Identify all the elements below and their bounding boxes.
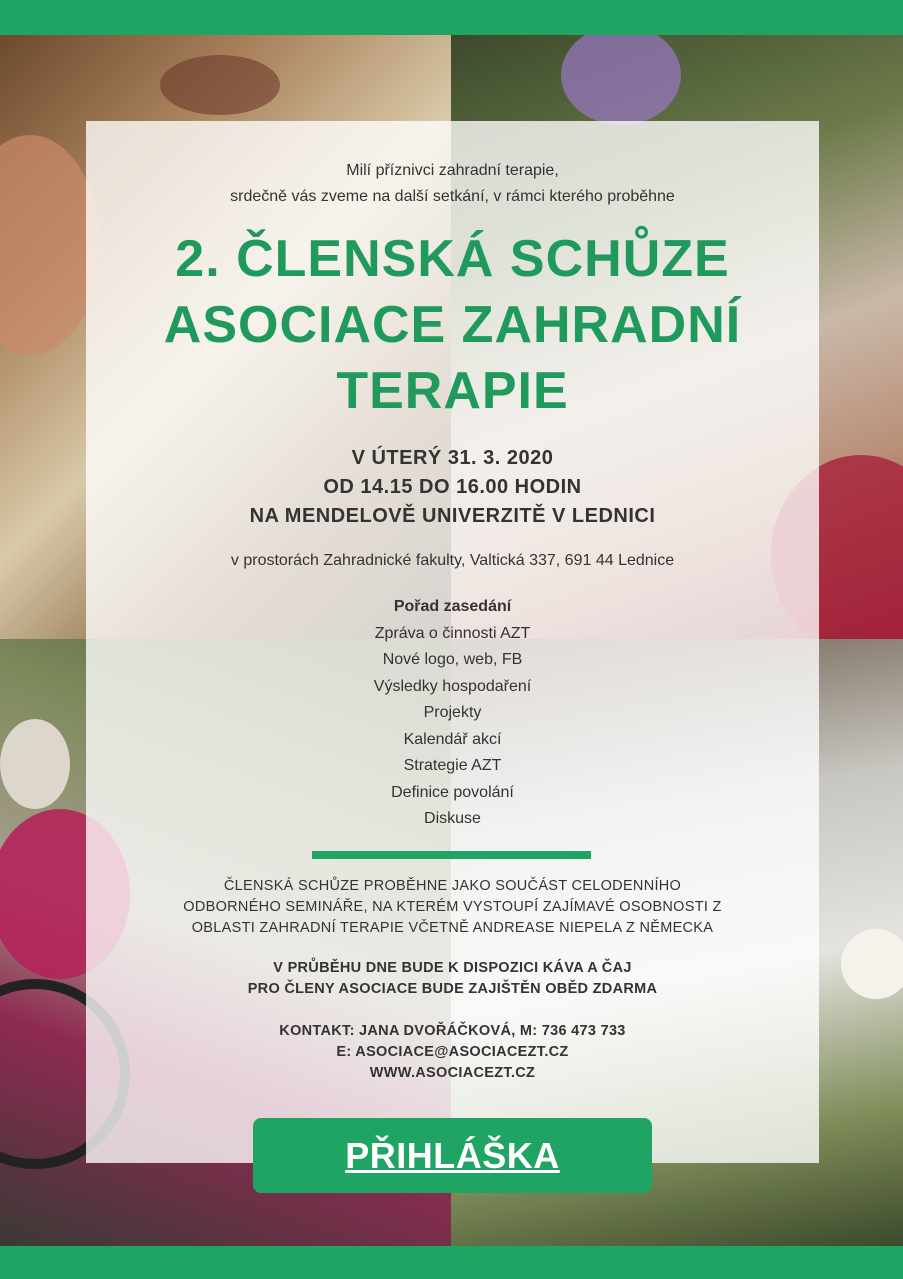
- agenda: [86, 594, 819, 833]
- agenda-item: Diskuse: [424, 810, 481, 827]
- seminar-line-2: ODBORNÉHO SEMINÁŘE, NA KTERÉM VYSTOUPÍ ZAJÍMAVÉ OSOBNOSTI Z: [183, 899, 722, 915]
- agenda-heading: Pořad zasedání: [393, 598, 512, 615]
- extras-line-1: V PRŮBĚHU DNE BUDE K DISPOZICI KÁVA A ČAJ: [273, 960, 632, 976]
- invitation-intro: [86, 158, 819, 210]
- intro-line-2: srdečně vás zveme na další setkání, v rámci kterého proběhne: [230, 188, 675, 205]
- bottom-green-bar: [0, 1246, 903, 1279]
- seminar-line-1: ČLENSKÁ SCHŮZE PROBĚHNE JAKO SOUČÁST CELODENNÍHO: [223, 878, 682, 894]
- agenda-item: Projekty: [423, 704, 482, 721]
- seminar-line-3: OBLASTI ZAHRADNÍ TERAPIE VČETNĚ ANDREASE NIEPELA Z NĚMECKA: [191, 920, 714, 936]
- extras-line-2: PRO ČLENY ASOCIACE BUDE ZAJIŠTĚN OBĚD ZDARMA: [247, 981, 658, 997]
- page-title: [86, 226, 819, 424]
- event-address: v prostorách Zahradnické fakulty, Valtická 337, 691 44 Lednice: [230, 552, 675, 569]
- agenda-item: Výsledky hospodaření: [373, 677, 532, 695]
- contact-website: WWW.ASOCIACEZT.CZ: [369, 1065, 536, 1081]
- white-hair-shape: [0, 719, 70, 809]
- contact-info: [86, 1021, 819, 1084]
- agenda-item: Zpráva o činnosti AZT: [374, 624, 531, 642]
- registration-button[interactable]: [253, 1118, 652, 1193]
- registration-button-label: PŘIHLÁŠKA: [345, 1134, 560, 1176]
- title-line-3: TERAPIE: [336, 362, 569, 420]
- catering-info: [86, 958, 819, 1000]
- section-divider: [312, 851, 591, 859]
- contact-email: E: ASOCIACE@ASOCIACEZT.CZ: [336, 1044, 569, 1060]
- contact-name-phone: KONTAKT: JANA DVOŘÁČKOVÁ, M: 736 473 733: [279, 1023, 626, 1039]
- petals-shape: [160, 55, 280, 115]
- agenda-item: Strategie AZT: [403, 757, 502, 774]
- agenda-item: Definice povolání: [391, 783, 514, 801]
- seminar-info: [86, 876, 819, 939]
- lavender-flower-shape: [561, 35, 681, 125]
- agenda-item: Kalendář akcí: [403, 730, 502, 748]
- top-green-bar: [0, 0, 903, 35]
- event-date: V ÚTERÝ 31. 3. 2020: [351, 447, 554, 469]
- title-line-2: ASOCIACE ZAHRADNÍ: [163, 296, 742, 354]
- daisy-shape: [841, 929, 903, 999]
- title-line-1: 2. ČLENSKÁ SCHŮZE: [175, 230, 730, 288]
- event-when: [86, 444, 819, 531]
- event-venue: NA MENDELOVĚ UNIVERZITĚ V LEDNICI: [249, 505, 656, 527]
- event-time: OD 14.15 DO 16.00 HODIN: [323, 476, 582, 498]
- hand-shape: [0, 135, 100, 355]
- agenda-item: Nové logo, web, FB: [382, 651, 523, 668]
- intro-line-1: Milí příznivci zahradní terapie,: [346, 162, 559, 179]
